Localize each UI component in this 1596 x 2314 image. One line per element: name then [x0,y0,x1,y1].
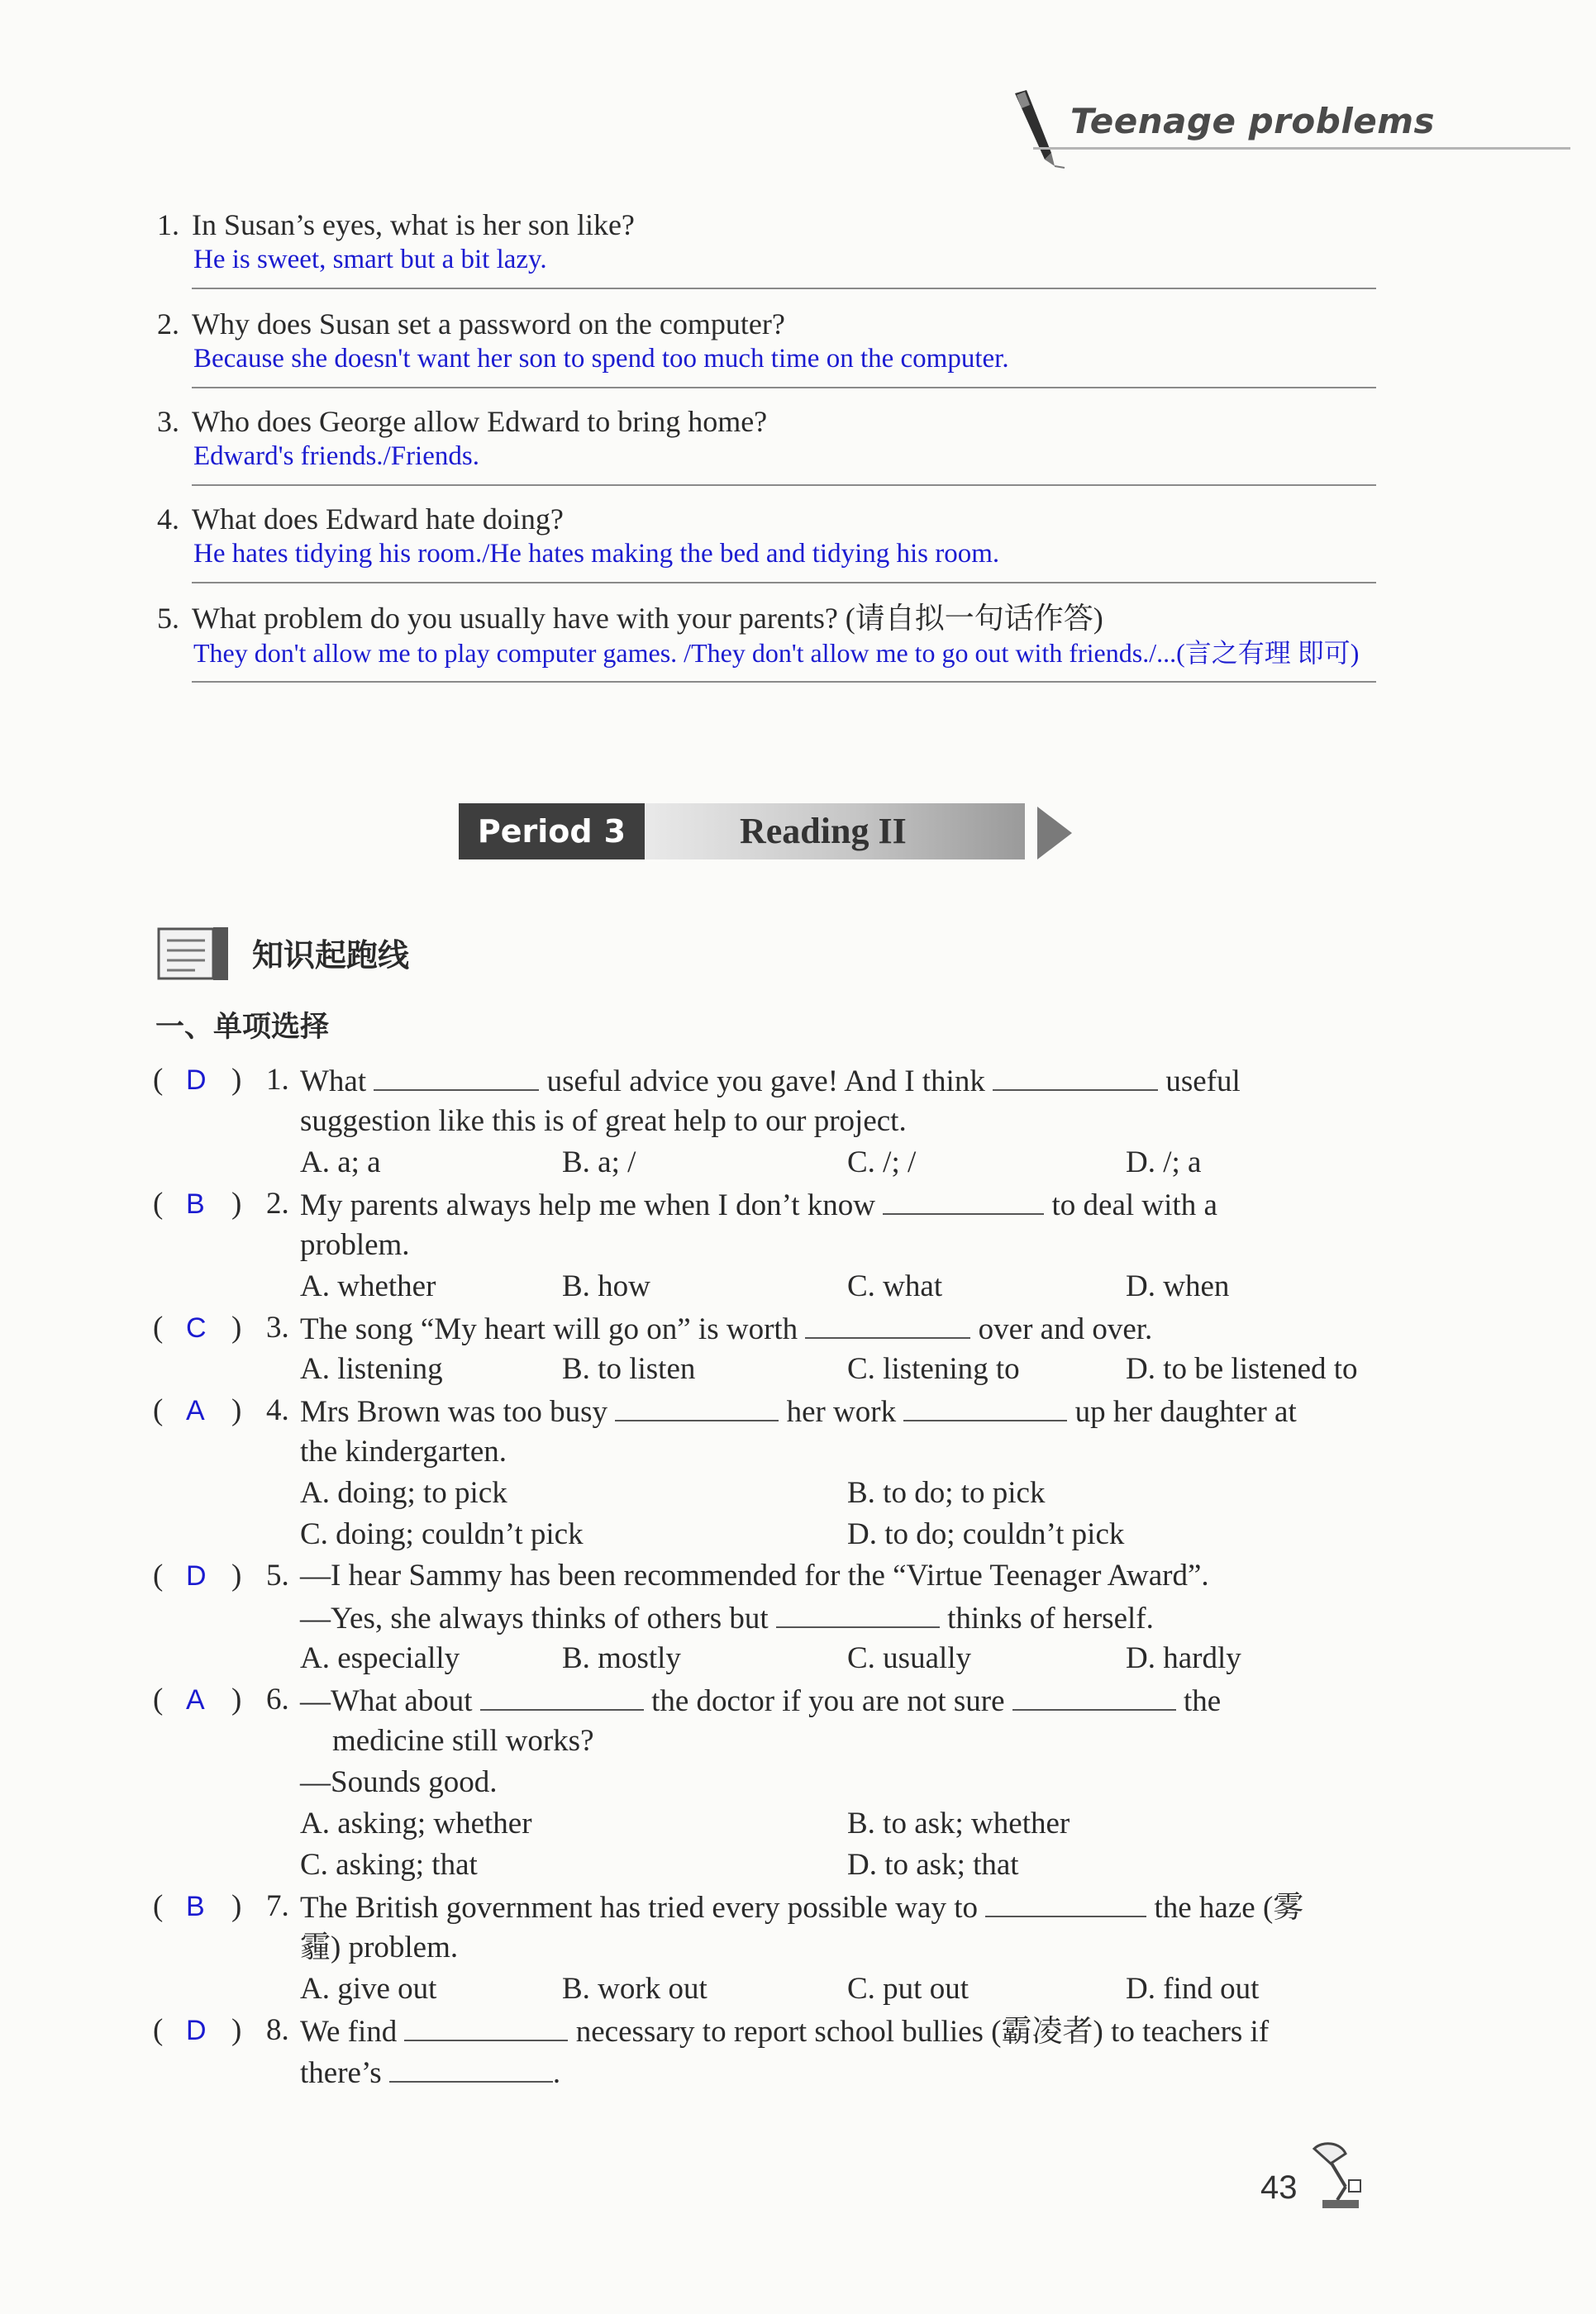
answer-line [192,288,1376,289]
blank [993,1059,1158,1091]
pen-icon [1000,87,1066,169]
mc-option: A. a; a [300,1145,381,1179]
mc-option: A. doing; to pick [300,1476,507,1510]
mc-stem: —I hear Sammy has been recommended for the “Virtue Teenager Award”. [300,1559,1209,1593]
question-1 [157,207,1376,289]
mc-stem: the haze (雾 [1154,1891,1304,1925]
mc-option: B. to ask; whether [847,1807,1070,1840]
desk-lamp-icon [1298,2139,1372,2213]
mc-option: C. what [847,1269,943,1303]
blank [1012,1679,1176,1711]
mc-option: D. to be listened to [1126,1352,1358,1386]
mc-stem: —What about [300,1684,473,1718]
mc-option: D. to do; couldn’t pick [847,1517,1125,1551]
mc-option: C. asking; that [300,1848,478,1882]
mc-options [149,1142,1405,1183]
mc-option: D. to ask; that [847,1848,1019,1882]
blank [776,1597,940,1628]
subsection-title: 一、单项选择 [155,1011,330,1044]
mc-number: 7. [266,1889,289,1923]
mc-answer: B [186,1891,205,1922]
header-title: Teenage problems [1070,101,1435,141]
mc-options [149,1349,1405,1390]
question-text: Why does Susan set a password on the computer? [192,307,785,340]
mc-option: D. hardly [1126,1641,1241,1675]
mc-stem: Mrs Brown was too busy [300,1395,608,1429]
question-answer: He hates tidying his room./He hates making the bed and tidying his room. [193,539,1000,569]
mc-answer: B [186,1188,205,1220]
answer-line [192,582,1376,583]
mc-number: 5. [266,1559,289,1593]
period-banner [459,803,1070,863]
mc-options [149,1473,1405,1514]
mc-stem: The British government has tried every possible way to [300,1891,978,1925]
mc-item-4: ( A ) 4. Mrs Brown was too busy her work up her daughter at the kindergarten. A. doing; to pick B. to do; to pick C. doing; couldn’t pick D. to do; couldn’t pick [149,1390,1405,1555]
mc-stem: necessary to report school bullies (霸凌者) to teachers if [575,2015,1270,2049]
mc-option: A. give out [300,1972,437,2006]
mc-stem: to deal with a [1051,1188,1217,1222]
mc-number: 2. [266,1187,289,1221]
blank [883,1183,1044,1215]
mc-stem-continued: 霾) problem. [300,1931,459,1964]
mc-stem-continued: . [552,2056,561,2090]
blank [480,1679,644,1711]
question-number: 4. [157,502,179,536]
mc-stem-continued: the kindergarten. [300,1435,507,1469]
mc-options [149,1803,1405,1845]
question-answer: Edward's friends./Friends. [193,441,479,471]
mc-item-7: ( B ) 7. The British government has tried every possible way to the haze (雾 霾) problem. A. give out B. work out C. put out D. find out [149,1886,1405,2010]
question-answer: He is sweet, smart but a bit lazy. [193,245,547,274]
mc-stem-continued: problem. [300,1228,410,1262]
question-3 [157,403,1376,486]
mc-options [149,1638,1405,1679]
mc-stem: up her daughter at [1074,1395,1297,1429]
mc-option: B. to listen [562,1352,696,1386]
question-number: 1. [157,208,179,241]
question-2 [157,306,1376,388]
page-number: 43 [1260,2169,1298,2206]
mc-stem: What [300,1064,367,1098]
mc-options [149,1266,1405,1307]
question-5 [157,600,1376,683]
header-rule [1033,147,1570,150]
mc-item-6: ( A ) 6. —What about the doctor if you are not sure the medicine still works? —Sounds good. A. asking; whether B. to ask; whether C. asking; that D. to ask; that [149,1679,1405,1886]
mc-item-1: ( D ) 1. What useful advice you gave! And I think useful suggestion like this is of great help to our project. A. a; a B. a; / C. /; / D. /; a [149,1059,1405,1183]
mc-option: C. put out [847,1972,969,2006]
mc-answer: D [186,2015,207,2046]
question-text: In Susan’s eyes, what is her son like? [192,208,635,241]
blank [374,1059,539,1091]
mc-option: C. doing; couldn’t pick [300,1517,584,1551]
mc-item-8: ( D ) 8. We find necessary to report school bullies (霸凌者) to teachers if there’s . [149,2010,1405,2093]
mc-stem-continued: thinks of herself. [947,1602,1154,1636]
mc-number: 4. [266,1393,289,1427]
mc-option: A. whether [300,1269,436,1303]
mc-number: 6. [266,1683,289,1716]
question-answer: They don't allow me to play computer games. /They don't allow me to go out with friends./...(言之有理 即可) [193,638,1360,668]
banner-arrow-icon [1037,807,1072,859]
mc-stem: over and over. [978,1312,1153,1346]
mc-stem: the doctor if you are not sure [651,1684,1005,1718]
mc-option: B. a; / [562,1145,636,1179]
mc-item-5: ( D ) 5. —I hear Sammy has been recommended for the “Virtue Teenager Award”. —Yes, she always thinks of others but thinks of herself. A. especially B. mostly C. usually D. hardly [149,1555,1405,1679]
blank [404,2010,568,2041]
period-label [459,803,645,859]
mc-stem: useful advice you gave! And I think [546,1064,985,1098]
mc-answer: A [186,1395,205,1426]
mc-option: B. to do; to pick [847,1476,1046,1510]
period-word: Period [477,813,593,850]
mc-stem-continued: —Sounds good. [300,1765,498,1799]
mc-stem: The song “My heart will go on” is worth [300,1312,798,1346]
mc-option: D. /; a [1126,1145,1202,1179]
question-text: Who does George allow Edward to bring home? [192,405,768,438]
question-4 [157,501,1376,583]
blank [389,2051,553,2083]
mc-option: B. mostly [562,1641,681,1675]
question-number: 3. [157,405,179,438]
book-icon [155,924,231,983]
mc-option: B. how [562,1269,650,1303]
mc-number: 3. [266,1311,289,1345]
mc-answer: A [186,1684,205,1716]
mc-answer: D [186,1064,207,1096]
question-number: 2. [157,307,179,340]
period-title: Reading II [740,811,907,851]
blank [805,1307,970,1339]
mc-stem: useful [1165,1064,1241,1098]
mc-number: 1. [266,1063,289,1097]
period-number: 3 [603,813,626,850]
answer-line [192,387,1376,388]
mc-option: C. listening to [847,1352,1020,1386]
mc-answer: D [186,1560,207,1592]
mc-stem-continued: —Yes, she always thinks of others but [300,1602,769,1636]
mc-option: C. usually [847,1641,972,1675]
mc-number: 8. [266,2013,289,2047]
question-text: What problem do you usually have with your parents? (请自拟一句话作答) [192,602,1103,635]
mc-stem-continued: medicine still works? [332,1724,594,1758]
question-answer: Because she doesn't want her son to spend too much time on the computer. [193,344,1009,374]
mc-answer: C [186,1312,207,1344]
mc-stem: her work [786,1395,897,1429]
mc-stem: the [1184,1684,1222,1718]
answer-line [192,484,1376,486]
question-text: What does Edward hate doing? [192,502,564,536]
mc-option: A. especially [300,1641,460,1675]
mc-option: C. /; / [847,1145,917,1179]
mc-stem-continued: there’s [300,2056,382,2090]
mc-option: A. listening [300,1352,443,1386]
mc-option: A. asking; whether [300,1807,532,1840]
mc-options [149,1969,1405,2010]
question-number: 5. [157,602,179,635]
mc-option: D. find out [1126,1972,1260,2006]
mc-options [149,1845,1405,1886]
mc-option: D. when [1126,1269,1230,1303]
answer-line [192,681,1376,683]
mc-stem: My parents always help me when I don’t know [300,1188,876,1222]
blank [903,1390,1067,1421]
section-title: 知识起跑线 [252,937,410,974]
blank [985,1886,1146,1917]
mc-options [149,1514,1405,1555]
mc-item-3: ( C ) 3. The song “My heart will go on” is worth over and over. A. listening B. to listen C. listening to D. to be listened to [149,1307,1405,1390]
mc-item-2: ( B ) 2. My parents always help me when I don’t know to deal with a problem. A. whether B. how C. what D. when [149,1183,1405,1307]
mc-option: B. work out [562,1972,707,2006]
mc-stem: We find [300,2015,398,2049]
mc-stem-continued: suggestion like this is of great help to our project. [300,1104,907,1138]
blank [615,1390,779,1421]
